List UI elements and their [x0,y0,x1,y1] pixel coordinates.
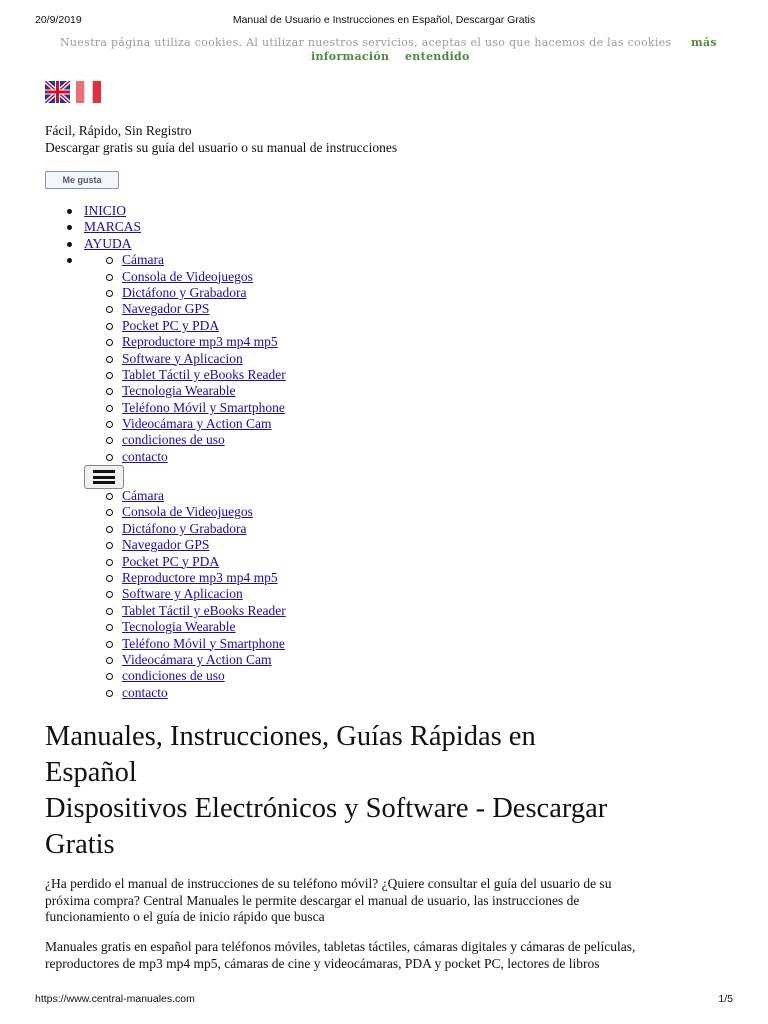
category-link[interactable]: Tablet Táctil y eBooks Reader [122,602,286,618]
main-nav [0,203,768,465]
nav-link-ayuda[interactable]: AYUDA [84,235,132,251]
uk-flag-icon[interactable] [45,81,70,103]
intro-paragraph [45,876,745,926]
tagline [45,123,397,156]
category-item [0,521,768,537]
category-link[interactable]: Teléfono Móvil y Smartphone [122,635,285,651]
heading-line-1: Manuales, Instrucciones, Guías Rápidas en [45,721,536,752]
france-flag-icon[interactable] [76,81,101,103]
category-item [0,351,768,367]
description-paragraph [45,939,745,972]
description-line-2: reproductores de mp3 mp4 mp5, cámaras de cine y videocámaras, PDA y pocket PC, lectores de libros [45,955,600,971]
menu-icon-bar [93,470,115,473]
cookie-more-info-link[interactable]: más [691,36,717,49]
category-item [0,269,768,285]
intro-line-2: próxima compra? Central Manuales le permite descargar el manual de usuario, las instrucciones de [45,892,580,908]
nav-link-marcas[interactable]: MARCAS [84,219,142,235]
category-item [0,537,768,553]
nav-item-inicio [0,203,768,219]
category-link[interactable]: condiciones de uso [122,432,225,448]
category-link[interactable]: Consola de Videojuegos [122,504,253,520]
print-page-number: 1/5 [718,993,733,1005]
language-flags [45,81,103,103]
category-item [0,432,768,448]
category-link[interactable]: Navegador GPS [122,537,210,553]
nav-item-ayuda [0,236,768,252]
category-link[interactable]: condiciones de uso [122,668,225,684]
category-link[interactable]: Teléfono Móvil y Smartphone [122,399,285,415]
facebook-like-button[interactable]: Me gusta [45,171,119,189]
category-item [0,334,768,350]
category-item [0,619,768,635]
category-item [0,252,768,268]
category-link[interactable]: contacto [122,684,168,700]
menu-icon-bar [93,476,115,479]
category-item [0,504,768,520]
description-line-1: Manuales gratis en español para teléfonos móviles, tabletas táctiles, cámaras digitales y cámaras de películas, [45,939,636,954]
category-link[interactable]: Reproductore mp3 mp4 mp5 [122,569,278,585]
category-link[interactable]: Tecnologia Wearable [122,383,236,399]
category-item [0,416,768,432]
category-link[interactable]: Videocámara y Action Cam [122,416,272,432]
category-item [0,285,768,301]
print-header [0,14,768,28]
print-date: 20/9/2019 [35,14,82,26]
mobile-category-menu [0,488,768,701]
category-menu [0,252,768,465]
category-link[interactable]: Software y Aplicacion [122,586,243,602]
category-link[interactable]: Pocket PC y PDA [122,317,220,333]
category-item [0,367,768,383]
category-item [0,400,768,416]
tagline-line-2: Descargar gratis su guía del usuario o su manual de instrucciones [45,139,398,155]
cookie-more-info-link-cont[interactable]: información [311,50,390,63]
menu-icon-bar [93,481,115,484]
category-link[interactable]: Tablet Táctil y eBooks Reader [122,366,286,382]
category-link[interactable]: contacto [122,448,168,464]
category-item [0,318,768,334]
category-link[interactable]: Pocket PC y PDA [122,553,220,569]
nav-item-marcas [0,219,768,235]
cookie-message: Nuestra página utiliza cookies. Al utilizar nuestros servicios, aceptas el uso que hacemos de las cookies [60,36,672,49]
menu-icon[interactable] [84,465,124,489]
category-link[interactable]: Cámara [122,488,164,503]
category-link[interactable]: Consola de Videojuegos [122,268,253,284]
heading-line-3: Dispositivos Electrónicos y Software - Descargar [45,793,608,824]
category-item [0,301,768,317]
category-item [0,554,768,570]
category-item [0,668,768,684]
intro-line-3: funcionamiento o el guía de inicio rápido que busca [45,909,325,924]
category-item [0,570,768,586]
category-link[interactable]: Cámara [122,252,164,268]
print-url: https://www.central-manuales.com [35,993,195,1005]
category-link[interactable]: Videocámara y Action Cam [122,651,272,667]
category-item [0,652,768,668]
mobile-nav [0,488,768,701]
main-menu [0,203,768,252]
heading-line-4: Gratis [45,829,115,860]
category-link[interactable]: Reproductore mp3 mp4 mp5 [122,334,278,350]
category-item [0,603,768,619]
tagline-line-1: Fácil, Rápido, Sin Registro [45,123,192,138]
cookie-accept-link[interactable]: entendido [405,50,470,63]
category-item [0,488,768,504]
category-link[interactable]: Dictáfono y Grabadora [122,284,247,300]
category-link[interactable]: Navegador GPS [122,301,210,317]
category-link[interactable]: Tecnologia Wearable [122,619,236,635]
nav-link-inicio[interactable]: INICIO [84,203,126,218]
page-heading [45,719,735,863]
print-page-title: Manual de Usuario e Instrucciones en Español, Descargar Gratis [232,14,536,26]
category-item [0,449,768,465]
category-link[interactable]: Dictáfono y Grabadora [122,520,247,536]
category-link[interactable]: Software y Aplicacion [122,350,243,366]
category-item [0,586,768,602]
category-item [0,685,768,701]
category-item [0,636,768,652]
intro-line-1: ¿Ha perdido el manual de instrucciones de su teléfono móvil? ¿Quiere consultar el guía del usuario de su [45,876,612,891]
heading-line-2: Español [45,757,137,788]
category-item [0,383,768,399]
